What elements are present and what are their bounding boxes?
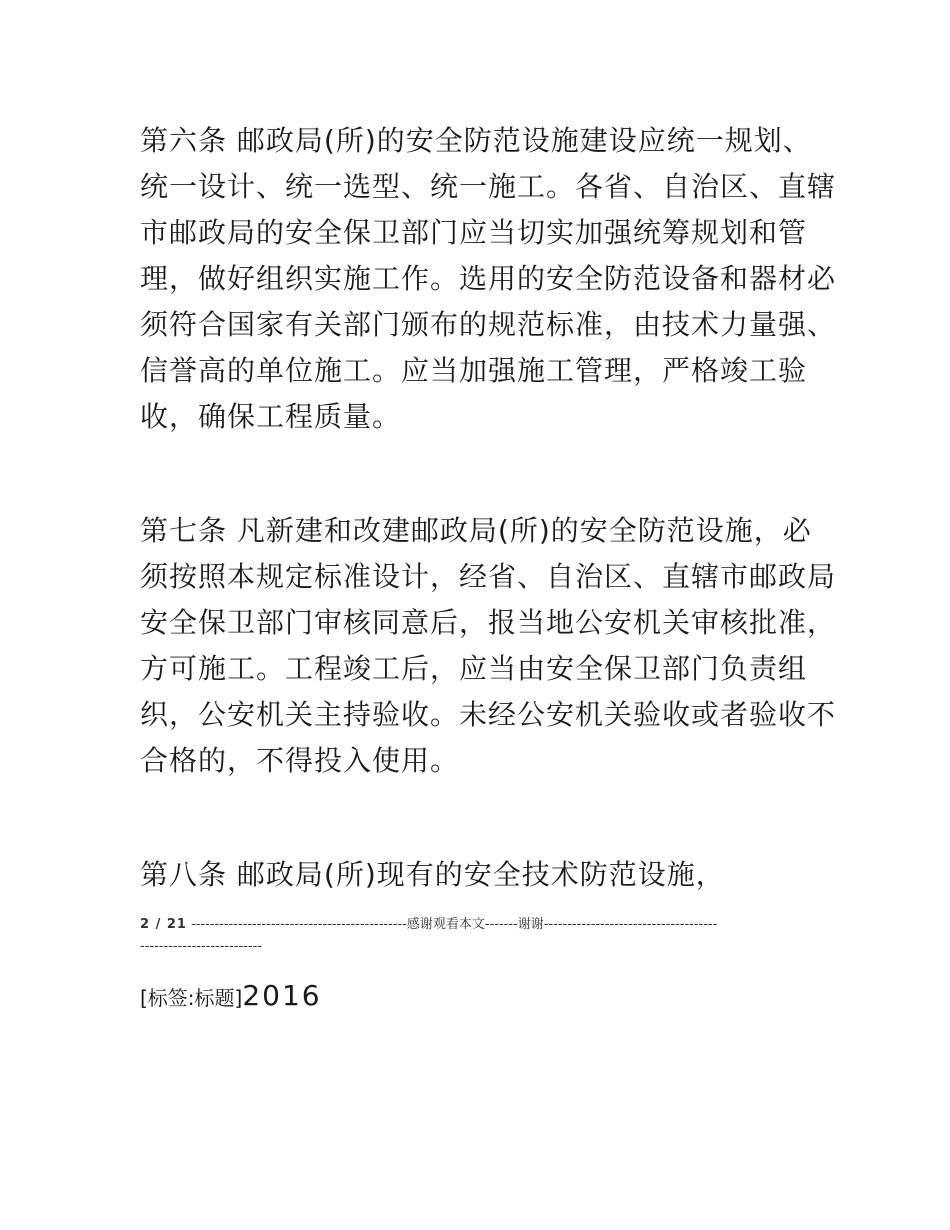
page-footer (140, 914, 720, 958)
article-paragraph-7: 第七条 凡新建和改建邮政局(所)的安全防范设施，必须按照本规定标准设计，经省、自治区、直辖市邮政局安全保卫部门审核同意后，报当地公安机关审核批准，方可施工。工程竣工后，应当由安全保卫部门负责组织，公安机关主持验收。未经公安机关验收或者验收不合格的，不得投入使用。 (140, 514, 837, 777)
footer-thanks-text: 感谢观看本文 (406, 917, 485, 932)
tag-year: 2016 (242, 979, 322, 1012)
tag-line (140, 976, 322, 1018)
footer-thanks-tail: 谢谢 (517, 917, 544, 932)
footer-dashes-left: ---------------------------------------------- (186, 917, 407, 932)
article-paragraph-8: 第八条 邮政局(所)现有的安全技术防范设施， (140, 858, 725, 891)
footer-dashes-right: --------------------------------------------------------------- (140, 917, 718, 954)
page-indicator: 2 / 21 (140, 917, 187, 932)
footer-dashes-mid: ------- (484, 917, 518, 932)
tag-label: [标签:标题] (140, 986, 243, 1010)
article-paragraph-6: 第六条 邮政局(所)的安全防范设施建设应统一规划、统一设计、统一选型、统一施工。各省、自治区、直辖市邮政局的安全保卫部门应当切实加强统筹规划和管理，做好组织实施工作。选用的安全防范设备和器材必须符合国家有关部门颁布的规范标准，由技术力量强、信誉高的单位施工。应当加强施工管理，严格竣工验收，确保工程质量。 (140, 124, 837, 433)
